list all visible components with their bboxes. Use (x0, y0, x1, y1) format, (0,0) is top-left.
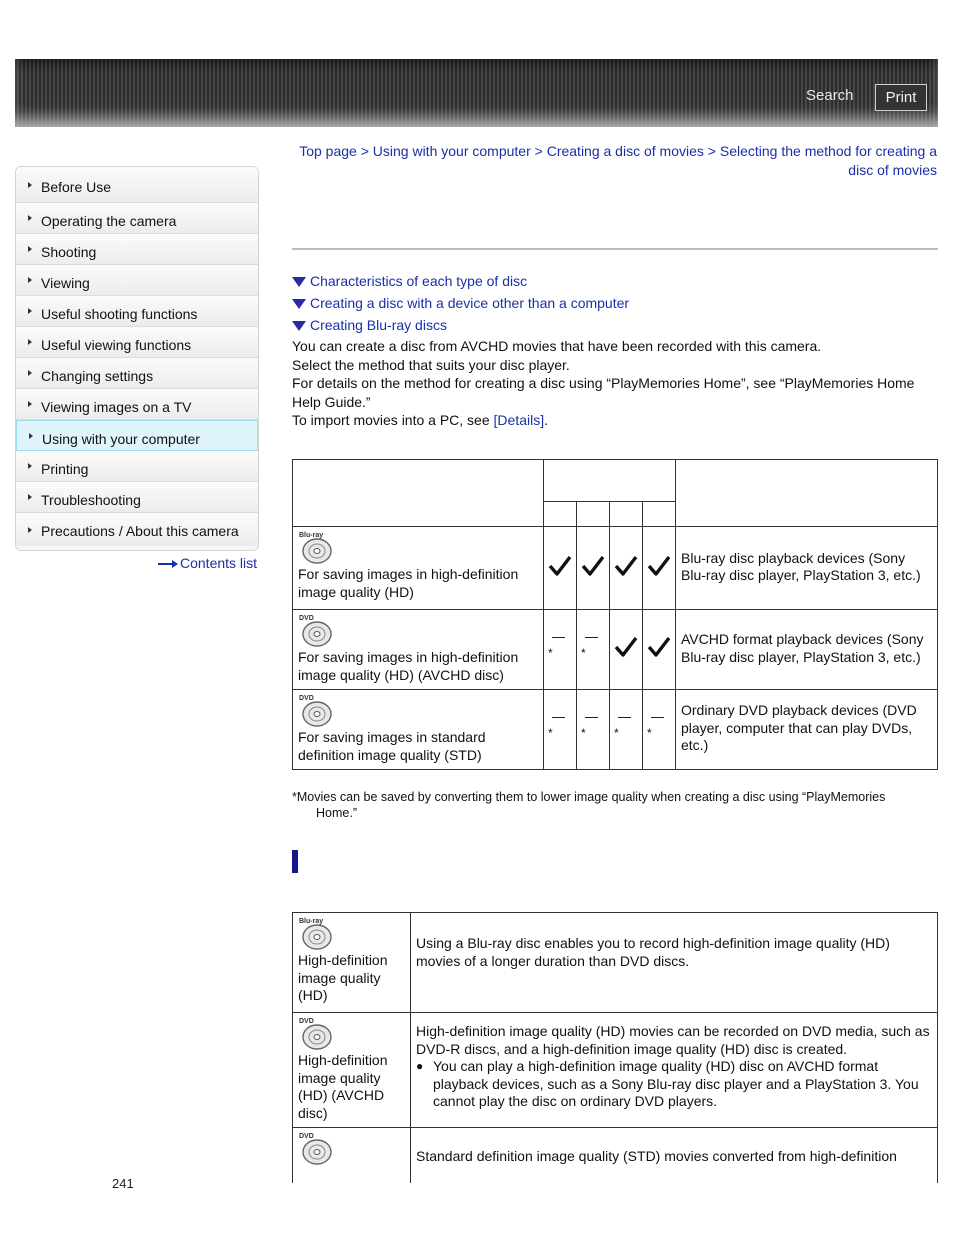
sidebar-nav (15, 166, 259, 551)
page-number: 241 (112, 1176, 134, 1191)
dvd-disc-icon (298, 1016, 334, 1052)
sidebar-item-useful-shooting-functions[interactable] (16, 296, 258, 327)
dash-icon (585, 717, 598, 718)
chevron-right-icon (28, 182, 32, 188)
mark-dash: * (544, 690, 577, 770)
chevron-right-icon (28, 527, 32, 533)
dvd-disc-icon (298, 613, 334, 649)
print-button[interactable]: Print (875, 84, 927, 111)
sidebar-item-useful-viewing-functions[interactable] (16, 327, 258, 358)
breadcrumb-link-using-with-computer[interactable]: Using with your computer (372, 143, 531, 159)
title-divider (292, 248, 938, 250)
svg-text:DVD: DVD (299, 1133, 314, 1140)
disc-description: Using a Blu-ray disc enables you to record high-definition image quality (HD) movies of a longer duration than DVD discs. (411, 913, 938, 1013)
disc-description: Standard definition image quality (STD) movies converted from high-definition (411, 1128, 938, 1183)
sidebar-item-viewing-images-on-tv[interactable] (16, 389, 258, 420)
players-cell: Ordinary DVD playback devices (DVD player, computer that can play DVDs, etc.) (676, 690, 938, 770)
svg-text:Blu-ray: Blu-ray (299, 918, 324, 925)
footnote: *Movies can be saved by converting them to lower image quality when creating a disc using “PlayMemories Home.” (292, 790, 886, 820)
svg-text:DVD: DVD (299, 615, 314, 622)
dash-icon (552, 637, 565, 638)
sidebar-item-label: Printing (41, 461, 89, 477)
table-row (293, 1013, 938, 1128)
characteristics-table (292, 912, 938, 1183)
breadcrumb-separator: > (707, 143, 716, 159)
disc-note: You can play a high-definition image quality (HD) disc on AVCHD format playback devices, such as a Sony Blu-ray disc player and a PlayStation 3. You cannot play the disc on ordinary DVD players. (433, 1058, 919, 1109)
breadcrumb-link-selecting-method[interactable]: Selecting the method for creating a disc of movies (719, 143, 937, 178)
sidebar-item-label: Precautions / About this camera (41, 523, 239, 539)
chevron-right-icon (28, 246, 32, 252)
intro-text: You can create a disc from AVCHD movies that have been recorded with this camera. Select the method that suits your disc player. For details on the method for creating a disc using “PlayMemories Home”, see “PlayMemories Home Help Guide.” To import movies into a PC, see [Details]. (292, 338, 915, 428)
details-link[interactable]: [Details] (493, 412, 545, 428)
blu-ray-disc-icon (298, 916, 334, 952)
players-cell: AVCHD format playback devices (Sony Blu-ray disc player, PlayStation 3, etc.) (676, 610, 938, 690)
sidebar-item-label: Useful shooting functions (41, 306, 198, 322)
sidebar-item-troubleshooting[interactable] (16, 482, 258, 513)
anchor-link-characteristics[interactable]: Characteristics of each type of disc (292, 270, 629, 292)
checkmark-icon (647, 555, 671, 577)
blu-ray-disc-icon (298, 530, 334, 566)
chevron-right-icon (28, 370, 32, 376)
contents-list-label: Contents list (180, 555, 258, 571)
mark-check (643, 527, 676, 610)
dvd-disc-icon (298, 1131, 334, 1167)
checkmark-icon (614, 636, 638, 658)
row-description: For saving images in standard definition image quality (STD) (298, 729, 486, 763)
breadcrumb-link-top-page[interactable]: Top page (299, 143, 357, 159)
sidebar-item-label: Changing settings (41, 368, 154, 384)
disc-type-label: High-definition image quality (HD) (AVCHD disc) (298, 1052, 388, 1121)
checkmark-icon (581, 555, 605, 577)
sidebar-item-label: Operating the camera (41, 213, 177, 229)
mark-dash: * (544, 610, 577, 690)
sidebar-item-precautions[interactable] (16, 513, 258, 546)
search-link[interactable]: Search (806, 87, 854, 104)
header-bar (15, 59, 938, 127)
bullet-icon: ● (416, 1059, 424, 1073)
table-row (293, 1128, 938, 1183)
dvd-disc-icon (298, 693, 334, 729)
sidebar-item-label: Viewing (41, 275, 90, 291)
chevron-right-icon (28, 463, 32, 469)
sidebar-item-changing-settings[interactable] (16, 358, 258, 389)
anchor-links (292, 270, 629, 336)
mark-dash: * (577, 610, 610, 690)
contents-list-link[interactable] (158, 555, 257, 571)
sidebar-item-shooting[interactable] (16, 234, 258, 265)
breadcrumb (292, 142, 937, 180)
methods-table (292, 459, 938, 770)
anchor-link-device-other[interactable]: Creating a disc with a device other than a computer (292, 292, 629, 314)
sidebar-item-operating-the-camera[interactable] (16, 203, 258, 234)
chevron-right-icon (28, 215, 32, 221)
checkmark-icon (614, 555, 638, 577)
arrow-right-icon (158, 560, 178, 568)
triangle-down-icon (292, 321, 306, 331)
breadcrumb-separator: > (360, 143, 369, 159)
chevron-right-icon (28, 494, 32, 500)
mark-check (577, 527, 610, 610)
dash-icon (651, 717, 664, 718)
mark-check (610, 527, 643, 610)
sidebar-item-label: Shooting (41, 244, 97, 260)
svg-text:DVD: DVD (299, 695, 314, 702)
chevron-right-icon (29, 433, 33, 439)
section-heading-marker (292, 850, 298, 873)
chevron-right-icon (28, 339, 32, 345)
mark-dash: * (643, 690, 676, 770)
disc-type-label: High-definition image quality (HD) (298, 952, 388, 1003)
sidebar-item-before-use[interactable] (16, 167, 258, 203)
breadcrumb-link-creating-disc[interactable]: Creating a disc of movies (546, 143, 704, 159)
row-description: For saving images in high-definition image quality (HD) (AVCHD disc) (298, 649, 519, 683)
mark-check (544, 527, 577, 610)
checkmark-icon (647, 636, 671, 658)
mark-check (610, 610, 643, 690)
dash-icon (585, 637, 598, 638)
sidebar-item-label: Before Use (41, 179, 112, 195)
dash-icon (618, 717, 631, 718)
disc-description: High-definition image quality (HD) movies can be recorded on DVD media, such as DVD-R discs, and a high-definition image quality (HD) disc is created. (416, 1023, 930, 1057)
chevron-right-icon (28, 401, 32, 407)
table-row (293, 527, 938, 610)
checkmark-icon (548, 555, 572, 577)
players-cell: Blu-ray disc playback devices (Sony Blu-ray disc player, PlayStation 3, etc.) (676, 527, 938, 610)
anchor-link-blu-ray[interactable]: Creating Blu-ray discs (292, 314, 629, 336)
table-row (293, 610, 938, 690)
sidebar-item-label: Using with your computer (42, 431, 200, 447)
table-row (293, 913, 938, 1013)
dash-icon (552, 717, 565, 718)
chevron-right-icon (28, 277, 32, 283)
breadcrumb-separator: > (534, 143, 543, 159)
sidebar-item-viewing[interactable] (16, 265, 258, 296)
mark-dash: * (577, 690, 610, 770)
sidebar-item-label: Troubleshooting (41, 492, 141, 508)
triangle-down-icon (292, 277, 306, 287)
sidebar-item-printing[interactable] (16, 451, 258, 482)
svg-text:DVD: DVD (299, 1018, 314, 1025)
table-row (293, 690, 938, 770)
row-description: For saving images in high-definition image quality (HD) (298, 566, 519, 600)
svg-text:Blu-ray: Blu-ray (299, 532, 324, 539)
sidebar-item-using-with-your-computer[interactable] (16, 420, 258, 451)
mark-check (643, 610, 676, 690)
sidebar-item-label: Useful viewing functions (41, 337, 192, 353)
chevron-right-icon (28, 308, 32, 314)
mark-dash: * (610, 690, 643, 770)
sidebar-item-label: Viewing images on a TV (41, 399, 192, 415)
triangle-down-icon (292, 299, 306, 309)
